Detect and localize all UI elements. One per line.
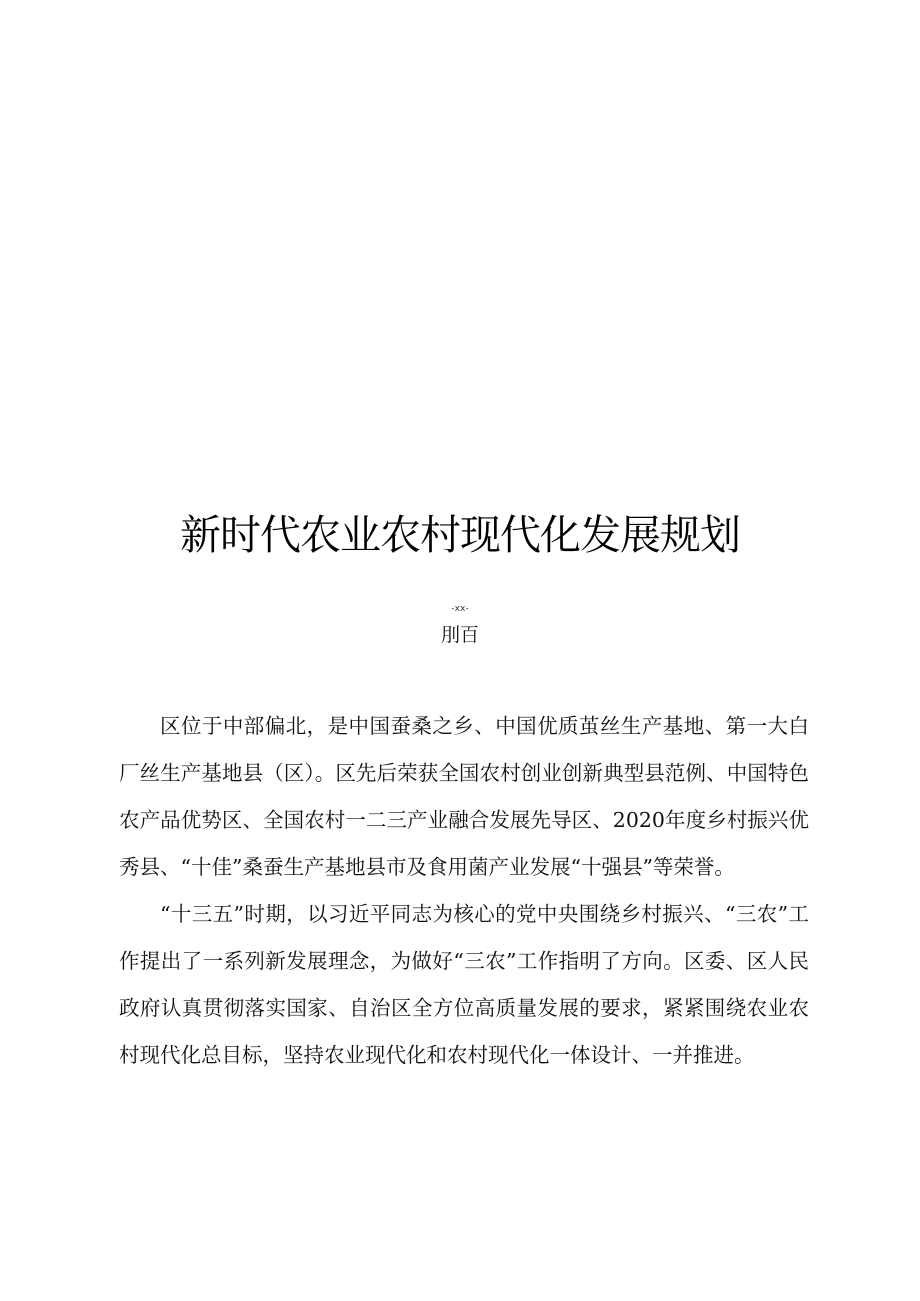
body-text	[119, 703, 809, 1079]
paragraph-2: “十三五”时期，以习近平同志为核心的党中央围绕乡村振兴、“三农”工作提出了一系列新发展理念，为做好“三农”工作指明了方向。区委、区人民政府认真贯彻落实国家、自治区全方位高质量发展的要求，紧紧围绕农业农村现代化总目标，坚持农业现代化和农村现代化一体设计、一并推进。	[119, 902, 809, 1067]
preface-heading: 刖百	[440, 624, 479, 646]
paragraph-1: 区位于中部偏北，是中国蚕桑之乡、中国优质茧丝生产基地、第一大白厂丝生产基地县（区）。区先后荣获全国农村创业创新典型县范例、中国特色农产品优势区、全国农村一二三产业融合发展先导区、2020年度乡村振兴优秀县、“十佳”桑蚕生产基地县市及食用菌产业发展“十强县”等荣誉。	[119, 714, 809, 879]
document-title: 新时代农业农村现代化发展规划	[180, 511, 740, 559]
author-line: -xx-	[451, 604, 469, 614]
